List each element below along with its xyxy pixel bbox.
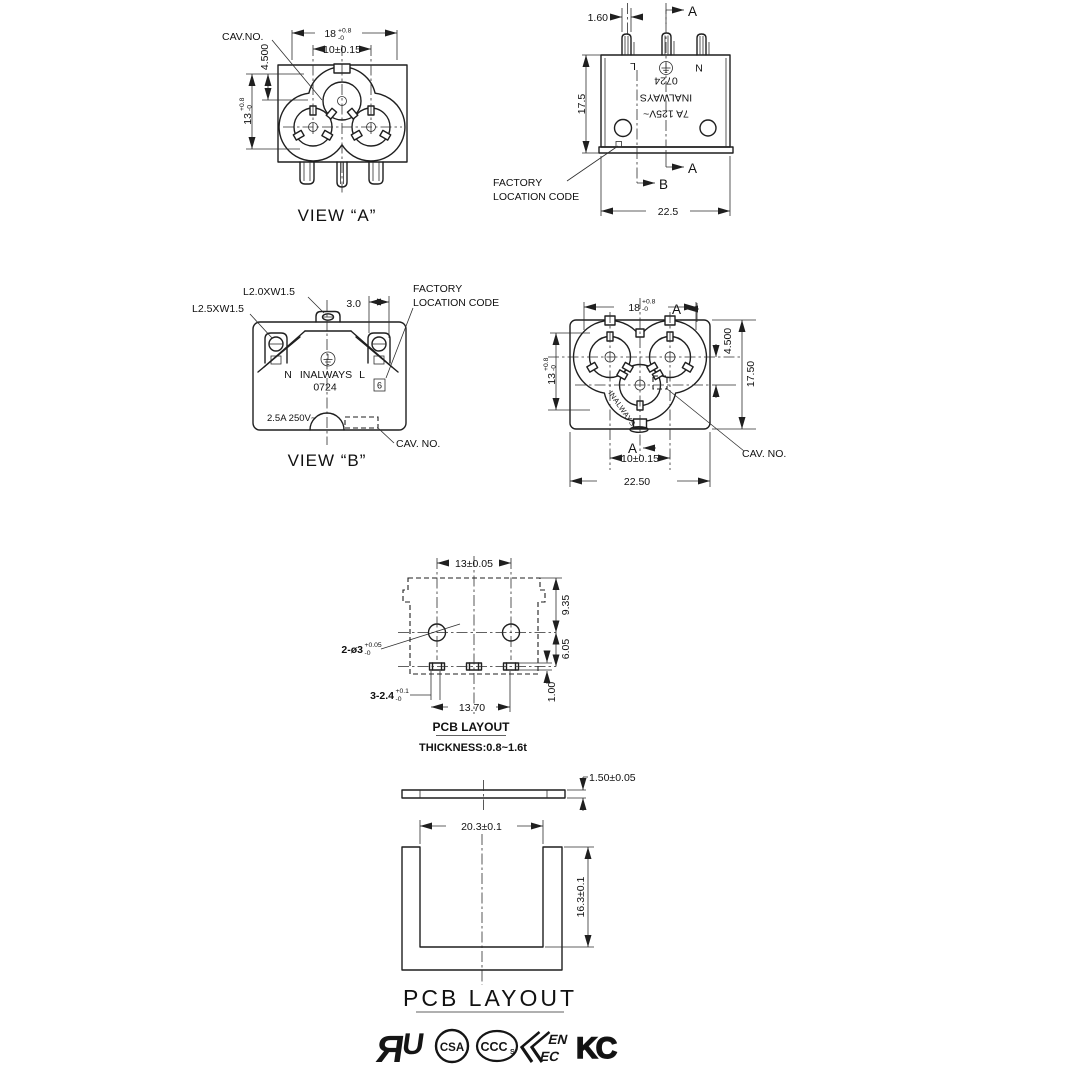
svg-text:S: S [510,1049,515,1056]
svg-text:Я: Я [373,1028,407,1071]
dim-label: 18 [628,302,640,314]
pin-l [622,34,631,55]
pcb-footprint [341,556,572,754]
dim-label: 22.50 [623,476,651,488]
mark-l: L [630,60,636,72]
panel-caption: PCB LAYOUT [403,985,577,1011]
slots-callout: 3-2.4 [370,690,394,702]
dim-label: 13±0.05 [455,558,493,570]
factory-label: LOCATION CODE [413,297,500,309]
mark-n: N [284,369,292,381]
date-code: 0724 [654,74,678,87]
factory-label: LOCATION CODE [493,191,580,203]
pin-left [300,162,314,184]
dim-label: 1.60 [587,12,608,24]
dim-tol: -0 [550,364,558,371]
panel-plate [402,772,636,811]
factory-code-value: 6 [376,380,383,391]
date-code: 0724 [313,381,337,394]
dim-label: 13 [546,373,558,385]
svg-text:CCC: CCC [480,1040,508,1054]
dim-label: 22.5 [657,206,679,218]
dim-tol: -0 [338,35,345,42]
holes-callout: 2-ø3 [341,644,363,656]
dim-label: 1.00 [546,681,558,703]
rear-view [543,298,786,488]
svg-text:KC: KC [576,1032,616,1065]
dim-label: 17.5 [576,93,588,115]
svg-text:EC: EC [538,1049,561,1064]
section-a-label: A [688,4,698,19]
dim-label: 20.3±0.1 [461,821,502,833]
dim-label: 4.500 [722,327,734,355]
dim-label: 10±0.15 [621,453,659,465]
cav-no-area [345,417,378,428]
pcb-caption: PCB LAYOUT [432,720,510,734]
view-a-caption: VIEW “A” [297,206,377,225]
view-a [222,28,407,226]
ul-logo [374,1028,427,1071]
dim-label: 13.70 [458,702,486,714]
pin-n [697,34,706,55]
rating-text: 2.5A 250V~ [267,413,317,424]
factory-label: FACTORY [493,177,543,189]
svg-text:U: U [400,1028,427,1061]
dim-label: 9.35 [560,594,572,616]
dim-label: 4.500 [259,43,271,71]
cav-no-label: CAV. NO. [396,438,441,450]
dim-tol: +0.1 [395,688,409,695]
cert-logos [374,1028,617,1071]
dim-tol: -0 [246,104,254,111]
enec-logo [518,1032,570,1064]
section-b-label: B [659,177,669,192]
dim-tol: +0.8 [239,97,246,111]
dim-tol: -0 [642,306,649,313]
dim-label: 6.05 [560,638,572,660]
section-a-label: A [671,302,681,317]
brand-text: INALWAYS [639,91,693,104]
brand-text: INALWAYS [299,369,353,381]
factory-label: FACTORY [413,283,463,295]
earth-symbol [660,62,673,75]
panel-cutout [402,820,594,1012]
ccc-logo [477,1031,517,1061]
dim-tol: +0.8 [642,298,656,306]
view-b [192,283,499,470]
brand-text: INALWAYS [606,388,638,429]
cav-no-label: CAV.NO. [222,31,264,43]
earth-symbol [321,352,335,366]
top-view [493,3,733,218]
dim-tol: +0.8 [543,357,550,371]
factory-code-mark [616,142,622,148]
dim-label: 10±0.15 [323,44,361,56]
screw-spec-label: L2.5XW1.5 [192,303,244,315]
section-a-label: A [688,161,698,176]
cav-no-label: CAV. NO. [742,448,787,460]
pin-e [662,33,671,55]
pin-right [369,162,383,184]
dim-label: 13 [242,113,254,125]
kc-logo [576,1032,617,1065]
csa-logo [436,1030,468,1062]
screw-spec-label: L2.0XW1.5 [243,286,295,298]
view-b-caption: VIEW “B” [287,451,367,470]
dim-tol: -0 [364,650,371,657]
dim-label: 18 [324,28,336,40]
dim-label: 16.3±0.1 [575,876,587,918]
mark-n: N [695,62,703,75]
dim-label: 3.0 [346,298,361,310]
dim-label: 17.50 [745,360,757,388]
svg-text:EN: EN [546,1032,570,1047]
dim-tol: -0 [395,696,402,703]
svg-text:CSA: CSA [439,1042,465,1054]
dim-tol: +0.05 [364,642,382,649]
pcb-thickness: THICKNESS:0.8~1.6t [419,742,527,754]
mark-l: L [359,369,365,381]
dim-tol: +0.8 [338,27,352,35]
rating-text: 7A 125V~ [643,107,689,120]
section-a-label: A [627,441,637,456]
dim-label: 1.50±0.05 [589,772,636,784]
